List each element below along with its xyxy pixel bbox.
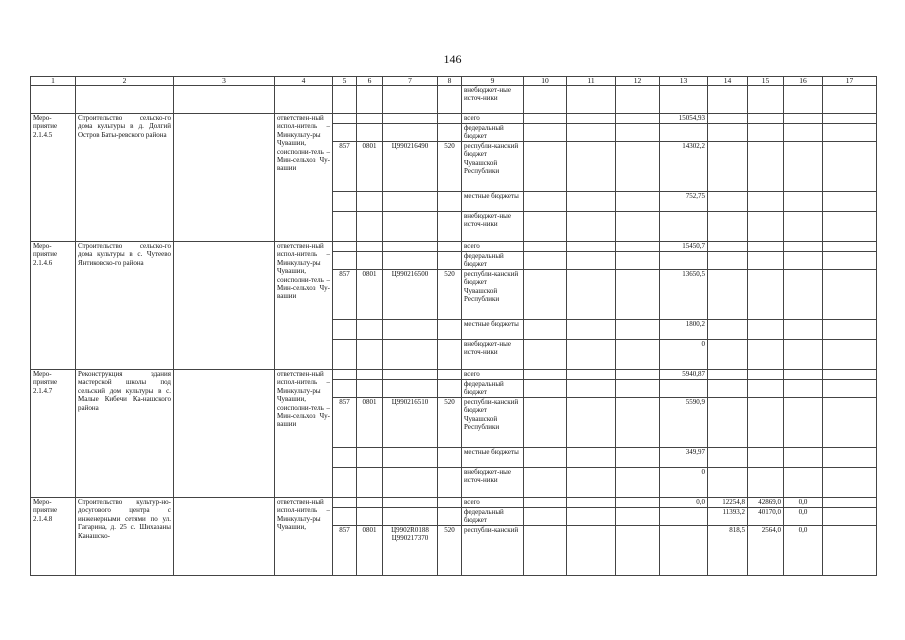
value-col14-cell: [708, 142, 748, 192]
value-col15-cell: [748, 124, 784, 142]
funding-source-cell: внебюджет-ные источ-ники: [462, 212, 524, 242]
value-col14-cell: 11393,2: [708, 508, 748, 526]
value-col14-cell: 818,5: [708, 526, 748, 576]
empty-cell: [784, 86, 823, 114]
empty-cell: [567, 242, 616, 252]
empty-cell: [438, 114, 462, 124]
empty-cell: [567, 270, 616, 320]
empty-cell: [524, 212, 567, 242]
empty-cell: [76, 86, 174, 114]
empty-cell: [383, 86, 438, 114]
value-col14-cell: [708, 192, 748, 212]
grbs-cell: 857: [333, 270, 357, 320]
empty-cell: [567, 114, 616, 124]
value-col16-cell: [784, 340, 823, 370]
empty-cell: [823, 192, 877, 212]
empty-cell: [823, 212, 877, 242]
empty-cell: [524, 498, 567, 508]
empty-cell: [174, 242, 275, 370]
header-row: [31, 77, 877, 86]
value-col16-cell: [784, 142, 823, 192]
empty-cell: [823, 508, 877, 526]
empty-cell: [383, 252, 438, 270]
value-col15-cell: [748, 192, 784, 212]
measure-id-cell: Меро-приятие 2.1.4.6: [31, 242, 76, 370]
value-col14-cell: [708, 468, 748, 498]
funding-source-cell: всего: [462, 498, 524, 508]
empty-cell: [438, 448, 462, 468]
empty-cell: [357, 252, 383, 270]
empty-cell: [524, 340, 567, 370]
empty-cell: [616, 124, 660, 142]
column-header: 8: [438, 77, 462, 86]
value-col14-cell: [708, 320, 748, 340]
empty-cell: [333, 448, 357, 468]
empty-cell: [333, 340, 357, 370]
value-col16-cell: [784, 270, 823, 320]
table-row: [31, 242, 877, 252]
funding-source-cell: всего: [462, 370, 524, 380]
table-row: [31, 498, 877, 508]
empty-cell: [524, 370, 567, 380]
empty-cell: [333, 124, 357, 142]
measure-id-cell: Меро-приятие 2.1.4.8: [31, 498, 76, 576]
value-col13-cell: 349,97: [660, 448, 708, 468]
value-col13-cell: 752,75: [660, 192, 708, 212]
empty-cell: [823, 86, 877, 114]
empty-cell: [31, 86, 76, 114]
empty-cell: [333, 192, 357, 212]
value-col16-cell: [784, 468, 823, 498]
column-header: 5: [333, 77, 357, 86]
csr-cell: Ц990216500: [383, 270, 438, 320]
empty-cell: [823, 270, 877, 320]
empty-cell: [275, 86, 333, 114]
grbs-cell: 857: [333, 142, 357, 192]
funding-source-cell: внебюджет-ные источ-ники: [462, 468, 524, 498]
empty-cell: [616, 212, 660, 242]
empty-cell: [567, 468, 616, 498]
empty-cell: [524, 320, 567, 340]
empty-cell: [567, 320, 616, 340]
value-col14-cell: [708, 124, 748, 142]
value-col13-cell: [660, 380, 708, 398]
empty-cell: [357, 448, 383, 468]
empty-cell: [438, 340, 462, 370]
empty-cell: [616, 86, 660, 114]
rzpr-cell: 0801: [357, 270, 383, 320]
value-col13-cell: [660, 212, 708, 242]
value-col16-cell: [784, 398, 823, 448]
empty-cell: [524, 252, 567, 270]
funding-source-cell: республи-канский: [462, 526, 524, 576]
empty-cell: [174, 498, 275, 576]
empty-cell: [616, 270, 660, 320]
empty-cell: [174, 86, 275, 114]
value-col13-cell: 15054,93: [660, 114, 708, 124]
empty-cell: [438, 124, 462, 142]
empty-cell: [567, 142, 616, 192]
empty-cell: [823, 114, 877, 124]
executor-cell: ответствен-ный испол-нитель – Минкульту-ры Чувашии, соисполни-тель – Мин-сельхоз Чу-вашии: [275, 370, 333, 498]
empty-cell: [383, 124, 438, 142]
column-header: 1: [31, 77, 76, 86]
measure-name-cell: Реконструкция здания мастерской школы под сельский дом культуры в с. Малые Кибечи Ка-нашского района: [76, 370, 174, 498]
empty-cell: [524, 192, 567, 212]
value-col16-cell: [784, 448, 823, 468]
column-header: 2: [76, 77, 174, 86]
empty-cell: [383, 192, 438, 212]
value-col15-cell: [748, 242, 784, 252]
value-col14-cell: 12254,8: [708, 498, 748, 508]
value-col15-cell: [748, 448, 784, 468]
empty-cell: [823, 498, 877, 508]
empty-cell: [823, 398, 877, 448]
value-col16-cell: [784, 252, 823, 270]
table-row: [31, 114, 877, 124]
empty-cell: [616, 192, 660, 212]
value-col13-cell: 5940,87: [660, 370, 708, 380]
value-col16-cell: 0,0: [784, 498, 823, 508]
empty-cell: [383, 114, 438, 124]
value-col15-cell: [748, 398, 784, 448]
empty-cell: [823, 142, 877, 192]
funding-source-cell: всего: [462, 242, 524, 252]
empty-cell: [383, 498, 438, 508]
funding-source-cell: федеральный бюджет: [462, 508, 524, 526]
value-col16-cell: 0,0: [784, 526, 823, 576]
column-header: 10: [524, 77, 567, 86]
empty-cell: [438, 468, 462, 498]
empty-cell: [383, 370, 438, 380]
measure-name-cell: Строительство сельско-го дома культуры в с. Чутеево Янтиковско-го района: [76, 242, 174, 370]
column-header: 3: [174, 77, 275, 86]
column-header: 7: [383, 77, 438, 86]
empty-cell: [616, 448, 660, 468]
value-col16-cell: [784, 242, 823, 252]
value-col13-cell: 0: [660, 468, 708, 498]
column-header: 4: [275, 77, 333, 86]
value-col13-cell: 13650,5: [660, 270, 708, 320]
empty-cell: [333, 498, 357, 508]
empty-cell: [174, 114, 275, 242]
value-col14-cell: [708, 398, 748, 448]
value-col13-cell: [660, 252, 708, 270]
empty-cell: [823, 380, 877, 398]
empty-cell: [333, 320, 357, 340]
empty-cell: [616, 526, 660, 576]
empty-cell: [383, 212, 438, 242]
empty-cell: [616, 320, 660, 340]
continuation-row: [31, 86, 877, 114]
value-col14-cell: [708, 114, 748, 124]
empty-cell: [823, 370, 877, 380]
value-col15-cell: [748, 114, 784, 124]
empty-cell: [357, 498, 383, 508]
empty-cell: [567, 212, 616, 242]
empty-cell: [567, 380, 616, 398]
empty-cell: [823, 252, 877, 270]
value-col15-cell: 42869,0: [748, 498, 784, 508]
value-col14-cell: [708, 340, 748, 370]
empty-cell: [524, 242, 567, 252]
empty-cell: [823, 340, 877, 370]
empty-cell: [567, 370, 616, 380]
value-col13-cell: 1800,2: [660, 320, 708, 340]
empty-cell: [357, 86, 383, 114]
empty-cell: [567, 124, 616, 142]
empty-cell: [567, 340, 616, 370]
value-col13-cell: 14302,2: [660, 142, 708, 192]
funding-source-cell: внебюджет-ные источ-ники: [462, 340, 524, 370]
csr-cell: Ц9902R0188 Ц990217370: [383, 526, 438, 576]
empty-cell: [616, 468, 660, 498]
empty-cell: [333, 114, 357, 124]
value-col14-cell: [708, 270, 748, 320]
empty-cell: [438, 86, 462, 114]
column-header: 16: [784, 77, 823, 86]
column-header: 13: [660, 77, 708, 86]
rzpr-cell: 0801: [357, 526, 383, 576]
empty-cell: [357, 468, 383, 498]
empty-cell: [357, 124, 383, 142]
empty-cell: [357, 212, 383, 242]
empty-cell: [567, 526, 616, 576]
empty-cell: [333, 380, 357, 398]
empty-cell: [567, 448, 616, 468]
value-col16-cell: [784, 212, 823, 242]
empty-cell: [357, 340, 383, 370]
empty-cell: [438, 320, 462, 340]
value-col15-cell: [748, 370, 784, 380]
empty-cell: [383, 320, 438, 340]
empty-cell: [524, 124, 567, 142]
empty-cell: [524, 380, 567, 398]
executor-cell: ответствен-ный испол-нитель – Минкульту-ры Чувашии,: [275, 498, 333, 576]
value-col16-cell: [784, 370, 823, 380]
empty-cell: [438, 252, 462, 270]
executor-cell: ответствен-ный испол-нитель – Минкульту-ры Чувашии, соисполни-тель – Мин-сельхоз Чу-вашии: [275, 114, 333, 242]
empty-cell: [333, 468, 357, 498]
value-col14-cell: [708, 380, 748, 398]
empty-cell: [708, 86, 748, 114]
empty-cell: [616, 398, 660, 448]
funding-source-cell: местные бюджеты: [462, 448, 524, 468]
value-col15-cell: 40170,0: [748, 508, 784, 526]
empty-cell: [567, 498, 616, 508]
vr-cell: 520: [438, 270, 462, 320]
value-col16-cell: [784, 380, 823, 398]
column-header: 17: [823, 77, 877, 86]
value-col15-cell: [748, 380, 784, 398]
empty-cell: [357, 370, 383, 380]
empty-cell: [616, 252, 660, 270]
measure-name-cell: Строительство сельско-го дома культуры в д. Долгий Остров Баты-ревского района: [76, 114, 174, 242]
empty-cell: [333, 242, 357, 252]
empty-cell: [524, 270, 567, 320]
empty-cell: [357, 114, 383, 124]
column-header: 11: [567, 77, 616, 86]
funding-source-cell: республи-канский бюджет Чувашской Республики: [462, 142, 524, 192]
value-col16-cell: [784, 320, 823, 340]
empty-cell: [823, 320, 877, 340]
empty-cell: [567, 508, 616, 526]
funding-source-cell: внебюджет-ные источ-ники: [462, 86, 524, 114]
funding-source-cell: республи-канский бюджет Чувашской Республики: [462, 398, 524, 448]
executor-cell: ответствен-ный испол-нитель – Минкульту-ры Чувашии, соисполни-тель – Мин-сельхоз Чу-вашии: [275, 242, 333, 370]
empty-cell: [823, 448, 877, 468]
value-col13-cell: [660, 124, 708, 142]
value-col13-cell: [660, 508, 708, 526]
empty-cell: [438, 498, 462, 508]
empty-cell: [383, 448, 438, 468]
empty-cell: [567, 86, 616, 114]
vr-cell: 520: [438, 526, 462, 576]
column-header: 12: [616, 77, 660, 86]
funding-source-cell: федеральный бюджет: [462, 124, 524, 142]
value-col16-cell: 0,0: [784, 508, 823, 526]
column-header: 9: [462, 77, 524, 86]
empty-cell: [383, 508, 438, 526]
csr-cell: Ц990216510: [383, 398, 438, 448]
value-col16-cell: [784, 114, 823, 124]
column-header: 6: [357, 77, 383, 86]
value-col16-cell: [784, 192, 823, 212]
empty-cell: [383, 242, 438, 252]
empty-cell: [524, 86, 567, 114]
funding-source-cell: республи-канский бюджет Чувашской Республики: [462, 270, 524, 320]
value-col15-cell: [748, 320, 784, 340]
value-col15-cell: [748, 142, 784, 192]
vr-cell: 520: [438, 142, 462, 192]
empty-cell: [383, 380, 438, 398]
empty-cell: [616, 142, 660, 192]
empty-cell: [333, 86, 357, 114]
value-col15-cell: [748, 340, 784, 370]
empty-cell: [660, 86, 708, 114]
value-col15-cell: [748, 212, 784, 242]
column-header: 15: [748, 77, 784, 86]
value-col13-cell: 5590,9: [660, 398, 708, 448]
csr-cell: Ц990216490: [383, 142, 438, 192]
measure-id-cell: Меро-приятие 2.1.4.7: [31, 370, 76, 498]
empty-cell: [567, 252, 616, 270]
funding-source-cell: всего: [462, 114, 524, 124]
rzpr-cell: 0801: [357, 398, 383, 448]
measure-id-cell: Меро-приятие 2.1.4.5: [31, 114, 76, 242]
empty-cell: [616, 498, 660, 508]
empty-cell: [524, 448, 567, 468]
empty-cell: [333, 370, 357, 380]
empty-cell: [823, 124, 877, 142]
vr-cell: 520: [438, 398, 462, 448]
value-col13-cell: 15450,7: [660, 242, 708, 252]
empty-cell: [823, 526, 877, 576]
empty-cell: [567, 192, 616, 212]
empty-cell: [357, 508, 383, 526]
empty-cell: [357, 242, 383, 252]
value-col14-cell: [708, 370, 748, 380]
funding-source-cell: местные бюджеты: [462, 192, 524, 212]
budget-table: [30, 76, 877, 576]
value-col14-cell: [708, 242, 748, 252]
value-col14-cell: [708, 448, 748, 468]
grbs-cell: 857: [333, 398, 357, 448]
value-col13-cell: 0,0: [660, 498, 708, 508]
empty-cell: [383, 340, 438, 370]
measure-name-cell: Строительство культур-но-досугового центра с инженерными сетями по ул. Гагарина, д. 25 с. Шихазаны Канашско-: [76, 498, 174, 576]
value-col13-cell: 0: [660, 340, 708, 370]
empty-cell: [438, 242, 462, 252]
empty-cell: [357, 320, 383, 340]
value-col15-cell: 2564,0: [748, 526, 784, 576]
page-number: 146: [443, 52, 462, 66]
empty-cell: [616, 340, 660, 370]
value-col13-cell: [660, 526, 708, 576]
empty-cell: [524, 142, 567, 192]
value-col15-cell: [748, 252, 784, 270]
grbs-cell: 857: [333, 526, 357, 576]
empty-cell: [524, 114, 567, 124]
empty-cell: [333, 252, 357, 270]
value-col15-cell: [748, 270, 784, 320]
empty-cell: [438, 192, 462, 212]
empty-cell: [524, 398, 567, 448]
empty-cell: [174, 370, 275, 498]
empty-cell: [383, 468, 438, 498]
empty-cell: [823, 468, 877, 498]
column-header: 14: [708, 77, 748, 86]
table-row: [31, 370, 877, 380]
empty-cell: [616, 114, 660, 124]
empty-cell: [748, 86, 784, 114]
value-col15-cell: [748, 468, 784, 498]
empty-cell: [524, 508, 567, 526]
value-col16-cell: [784, 124, 823, 142]
empty-cell: [524, 468, 567, 498]
empty-cell: [333, 212, 357, 242]
empty-cell: [616, 370, 660, 380]
empty-cell: [616, 508, 660, 526]
funding-source-cell: федеральный бюджет: [462, 252, 524, 270]
empty-cell: [357, 192, 383, 212]
value-col14-cell: [708, 252, 748, 270]
empty-cell: [438, 370, 462, 380]
rzpr-cell: 0801: [357, 142, 383, 192]
empty-cell: [567, 398, 616, 448]
empty-cell: [438, 508, 462, 526]
empty-cell: [438, 380, 462, 398]
empty-cell: [524, 526, 567, 576]
empty-cell: [333, 508, 357, 526]
empty-cell: [357, 380, 383, 398]
funding-source-cell: федеральный бюджет: [462, 380, 524, 398]
empty-cell: [616, 242, 660, 252]
funding-source-cell: местные бюджеты: [462, 320, 524, 340]
empty-cell: [616, 380, 660, 398]
empty-cell: [438, 212, 462, 242]
empty-cell: [823, 242, 877, 252]
value-col14-cell: [708, 212, 748, 242]
